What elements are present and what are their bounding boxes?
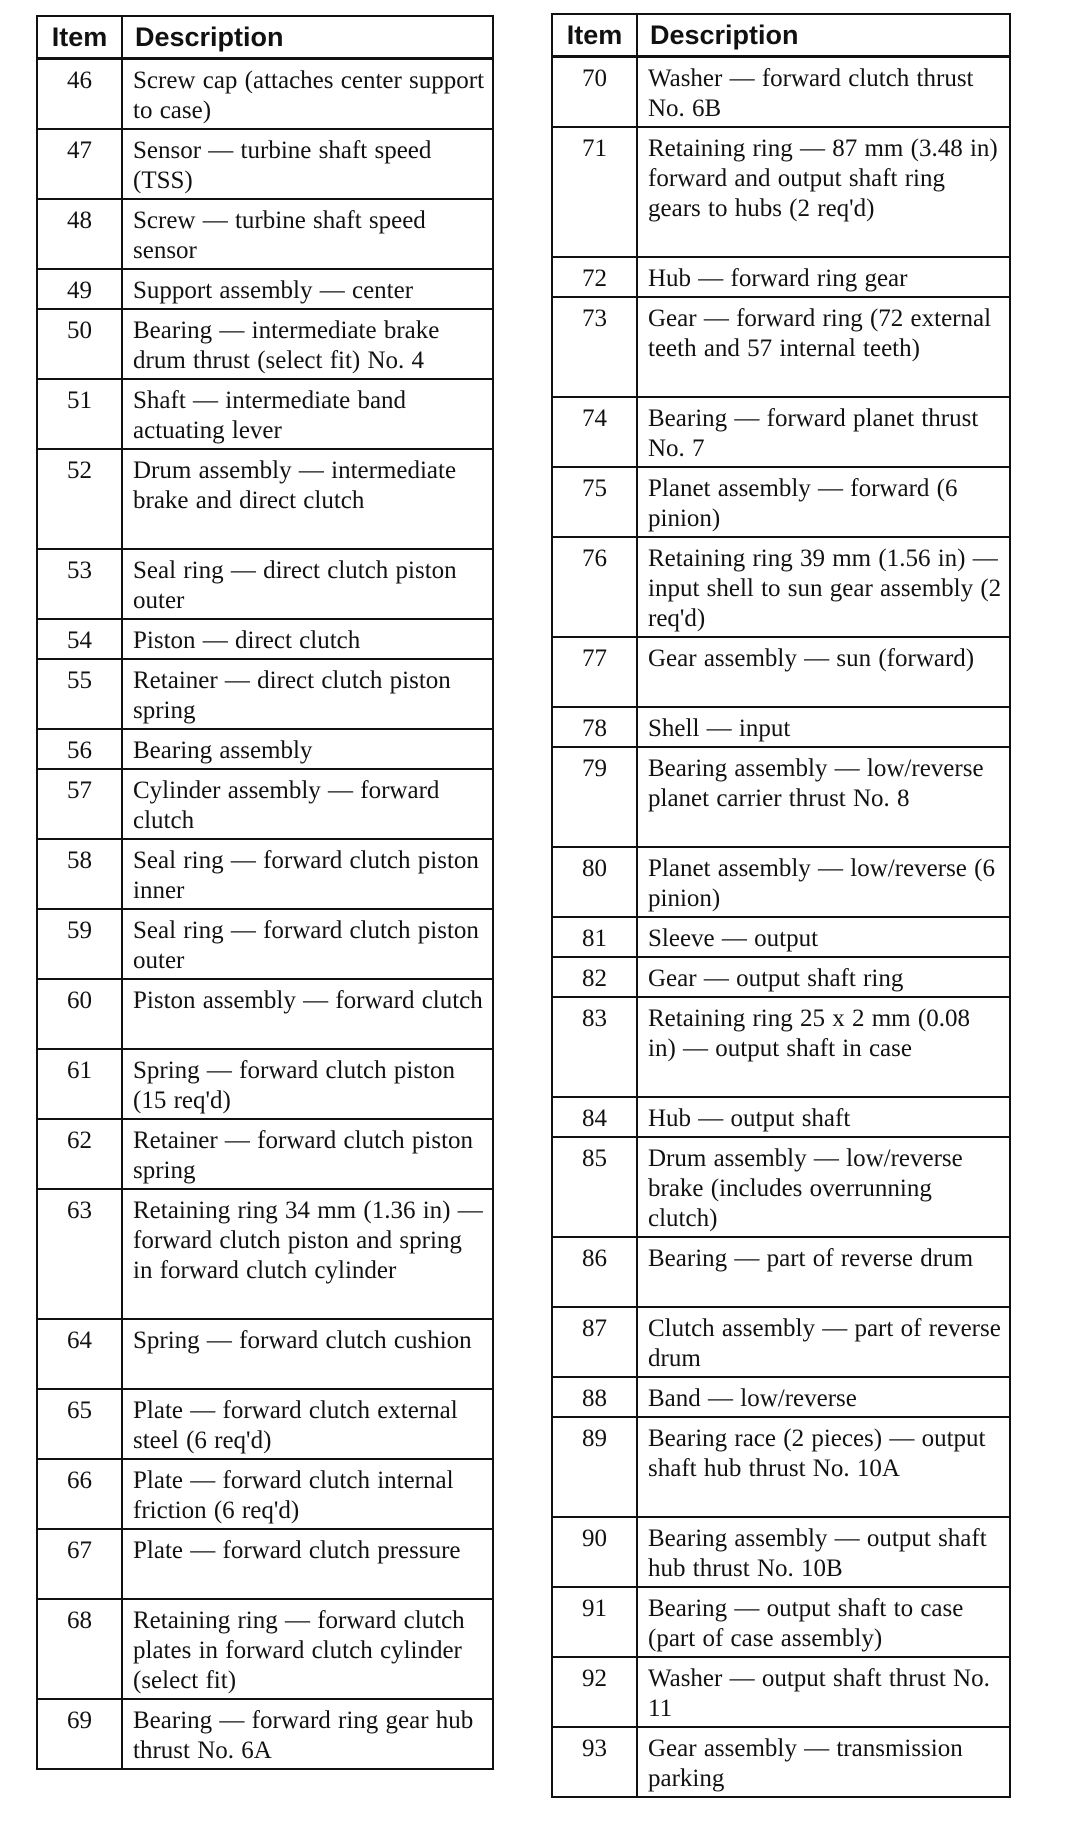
item-number: 55 bbox=[37, 659, 122, 729]
item-number: 92 bbox=[552, 1657, 637, 1727]
table-row bbox=[37, 199, 493, 269]
item-description: Gear assembly — transmission parking bbox=[637, 1727, 1010, 1797]
item-description: Hub — output shaft bbox=[637, 1097, 1010, 1137]
table-row bbox=[37, 1319, 493, 1389]
item-description: Bearing assembly — low/reverse planet carrier thrust No. 8 bbox=[637, 747, 1010, 847]
table-row bbox=[552, 397, 1010, 467]
table-row bbox=[37, 59, 493, 130]
item-description: Spring — forward clutch cushion bbox=[122, 1319, 493, 1389]
table-row bbox=[552, 1377, 1010, 1417]
header-row bbox=[552, 14, 1010, 57]
parts-table-right bbox=[551, 13, 1011, 1798]
item-number: 70 bbox=[552, 57, 637, 128]
item-description: Gear — forward ring (72 external teeth and 57 internal teeth) bbox=[637, 297, 1010, 397]
item-description: Bearing — part of reverse drum bbox=[637, 1237, 1010, 1307]
table-row bbox=[552, 1307, 1010, 1377]
item-description: Bearing assembly — output shaft hub thrust No. 10B bbox=[637, 1517, 1010, 1587]
item-description: Sleeve — output bbox=[637, 917, 1010, 957]
item-number: 51 bbox=[37, 379, 122, 449]
item-description: Band — low/reverse bbox=[637, 1377, 1010, 1417]
table-row bbox=[37, 1529, 493, 1599]
item-description: Piston assembly — forward clutch bbox=[122, 979, 493, 1049]
item-description: Retainer — forward clutch piston spring bbox=[122, 1119, 493, 1189]
description-column-header: Description bbox=[637, 14, 1010, 57]
item-column-header: Item bbox=[552, 14, 637, 57]
item-description: Plate — forward clutch pressure bbox=[122, 1529, 493, 1599]
table-row bbox=[552, 917, 1010, 957]
item-description: Retaining ring 39 mm (1.56 in) — input shell to sun gear assembly (2 req'd) bbox=[637, 537, 1010, 637]
item-number: 68 bbox=[37, 1599, 122, 1699]
table-row bbox=[552, 847, 1010, 917]
item-number: 93 bbox=[552, 1727, 637, 1797]
item-number: 66 bbox=[37, 1459, 122, 1529]
item-description: Bearing race (2 pieces) — output shaft hub thrust No. 10A bbox=[637, 1417, 1010, 1517]
item-description: Plate — forward clutch internal friction (6 req'd) bbox=[122, 1459, 493, 1529]
item-number: 65 bbox=[37, 1389, 122, 1459]
item-number: 75 bbox=[552, 467, 637, 537]
table-row bbox=[37, 1119, 493, 1189]
table-row bbox=[37, 769, 493, 839]
table-row bbox=[37, 1049, 493, 1119]
table-row bbox=[552, 297, 1010, 397]
item-description: Seal ring — forward clutch piston outer bbox=[122, 909, 493, 979]
table-row bbox=[37, 549, 493, 619]
table-row bbox=[37, 1699, 493, 1769]
parts-table-left bbox=[36, 15, 494, 1770]
table-row bbox=[37, 839, 493, 909]
table-row bbox=[552, 637, 1010, 707]
item-number: 48 bbox=[37, 199, 122, 269]
item-description: Retaining ring — 87 mm (3.48 in) forward and output shaft ring gears to hubs (2 req'd) bbox=[637, 127, 1010, 257]
table-row bbox=[37, 659, 493, 729]
item-number: 82 bbox=[552, 957, 637, 997]
table-row bbox=[37, 979, 493, 1049]
header-row bbox=[37, 16, 493, 59]
item-number: 86 bbox=[552, 1237, 637, 1307]
item-number: 62 bbox=[37, 1119, 122, 1189]
item-description: Bearing assembly bbox=[122, 729, 493, 769]
item-number: 71 bbox=[552, 127, 637, 257]
item-description: Screw cap (attaches center support to case) bbox=[122, 59, 493, 130]
item-number: 54 bbox=[37, 619, 122, 659]
description-column-header: Description bbox=[122, 16, 493, 59]
item-number: 64 bbox=[37, 1319, 122, 1389]
item-description: Seal ring — direct clutch piston outer bbox=[122, 549, 493, 619]
item-number: 73 bbox=[552, 297, 637, 397]
item-description: Gear — output shaft ring bbox=[637, 957, 1010, 997]
item-description: Drum assembly — intermediate brake and direct clutch bbox=[122, 449, 493, 549]
item-number: 46 bbox=[37, 59, 122, 130]
table-row bbox=[37, 729, 493, 769]
table-row bbox=[37, 449, 493, 549]
table-row bbox=[552, 1137, 1010, 1237]
item-number: 90 bbox=[552, 1517, 637, 1587]
table-row bbox=[552, 127, 1010, 257]
table-row bbox=[552, 1587, 1010, 1657]
item-number: 59 bbox=[37, 909, 122, 979]
item-description: Piston — direct clutch bbox=[122, 619, 493, 659]
table-row bbox=[37, 909, 493, 979]
item-number: 60 bbox=[37, 979, 122, 1049]
item-number: 63 bbox=[37, 1189, 122, 1319]
item-number: 91 bbox=[552, 1587, 637, 1657]
item-description: Retaining ring 25 x 2 mm (0.08 in) — output shaft in case bbox=[637, 997, 1010, 1097]
table-row bbox=[37, 619, 493, 659]
item-number: 49 bbox=[37, 269, 122, 309]
table-row bbox=[552, 747, 1010, 847]
item-description: Cylinder assembly — forward clutch bbox=[122, 769, 493, 839]
item-number: 72 bbox=[552, 257, 637, 297]
item-number: 58 bbox=[37, 839, 122, 909]
item-column-header: Item bbox=[37, 16, 122, 59]
item-number: 69 bbox=[37, 1699, 122, 1769]
item-number: 76 bbox=[552, 537, 637, 637]
item-number: 74 bbox=[552, 397, 637, 467]
item-description: Bearing — forward planet thrust No. 7 bbox=[637, 397, 1010, 467]
table-row bbox=[552, 707, 1010, 747]
table-row bbox=[552, 1517, 1010, 1587]
item-number: 88 bbox=[552, 1377, 637, 1417]
table-row bbox=[552, 537, 1010, 637]
item-description: Washer — forward clutch thrust No. 6B bbox=[637, 57, 1010, 128]
item-number: 47 bbox=[37, 129, 122, 199]
item-number: 50 bbox=[37, 309, 122, 379]
table-row bbox=[37, 1599, 493, 1699]
item-description: Plate — forward clutch external steel (6 req'd) bbox=[122, 1389, 493, 1459]
item-number: 85 bbox=[552, 1137, 637, 1237]
item-number: 81 bbox=[552, 917, 637, 957]
table-row bbox=[552, 467, 1010, 537]
table-row bbox=[37, 129, 493, 199]
item-number: 61 bbox=[37, 1049, 122, 1119]
item-number: 79 bbox=[552, 747, 637, 847]
item-description: Shell — input bbox=[637, 707, 1010, 747]
item-number: 78 bbox=[552, 707, 637, 747]
item-number: 56 bbox=[37, 729, 122, 769]
table-row bbox=[37, 269, 493, 309]
item-description: Hub — forward ring gear bbox=[637, 257, 1010, 297]
item-description: Sensor — turbine shaft speed (TSS) bbox=[122, 129, 493, 199]
item-description: Support assembly — center bbox=[122, 269, 493, 309]
item-number: 87 bbox=[552, 1307, 637, 1377]
item-description: Washer — output shaft thrust No. 11 bbox=[637, 1657, 1010, 1727]
left-table-body bbox=[37, 59, 493, 1770]
item-description: Retaining ring — forward clutch plates in forward clutch cylinder (select fit) bbox=[122, 1599, 493, 1699]
item-number: 80 bbox=[552, 847, 637, 917]
item-description: Retaining ring 34 mm (1.36 in) — forward clutch piston and spring in forward clutch cylinder bbox=[122, 1189, 493, 1319]
item-description: Bearing — forward ring gear hub thrust No. 6A bbox=[122, 1699, 493, 1769]
item-description: Screw — turbine shaft speed sensor bbox=[122, 199, 493, 269]
item-number: 77 bbox=[552, 637, 637, 707]
table-row bbox=[37, 1189, 493, 1319]
item-number: 53 bbox=[37, 549, 122, 619]
item-number: 84 bbox=[552, 1097, 637, 1137]
item-description: Planet assembly — low/reverse (6 pinion) bbox=[637, 847, 1010, 917]
item-number: 83 bbox=[552, 997, 637, 1097]
table-row bbox=[37, 1459, 493, 1529]
item-number: 57 bbox=[37, 769, 122, 839]
item-description: Gear assembly — sun (forward) bbox=[637, 637, 1010, 707]
item-description: Seal ring — forward clutch piston inner bbox=[122, 839, 493, 909]
item-description: Planet assembly — forward (6 pinion) bbox=[637, 467, 1010, 537]
item-description: Clutch assembly — part of reverse drum bbox=[637, 1307, 1010, 1377]
table-row bbox=[552, 957, 1010, 997]
table-row bbox=[552, 1727, 1010, 1797]
item-description: Shaft — intermediate band actuating lever bbox=[122, 379, 493, 449]
table-row bbox=[552, 1237, 1010, 1307]
item-number: 52 bbox=[37, 449, 122, 549]
table-row bbox=[552, 57, 1010, 128]
table-row bbox=[552, 997, 1010, 1097]
table-row bbox=[552, 1097, 1010, 1137]
item-description: Bearing — output shaft to case (part of case assembly) bbox=[637, 1587, 1010, 1657]
table-row bbox=[552, 1417, 1010, 1517]
item-description: Retainer — direct clutch piston spring bbox=[122, 659, 493, 729]
item-number: 89 bbox=[552, 1417, 637, 1517]
table-row bbox=[37, 309, 493, 379]
item-description: Drum assembly — low/reverse brake (includes overrunning clutch) bbox=[637, 1137, 1010, 1237]
table-row bbox=[37, 379, 493, 449]
item-description: Bearing — intermediate brake drum thrust (select fit) No. 4 bbox=[122, 309, 493, 379]
table-row bbox=[552, 257, 1010, 297]
right-table-body bbox=[552, 57, 1010, 1798]
item-number: 67 bbox=[37, 1529, 122, 1599]
table-row bbox=[552, 1657, 1010, 1727]
item-description: Spring — forward clutch piston (15 req'd) bbox=[122, 1049, 493, 1119]
table-row bbox=[37, 1389, 493, 1459]
